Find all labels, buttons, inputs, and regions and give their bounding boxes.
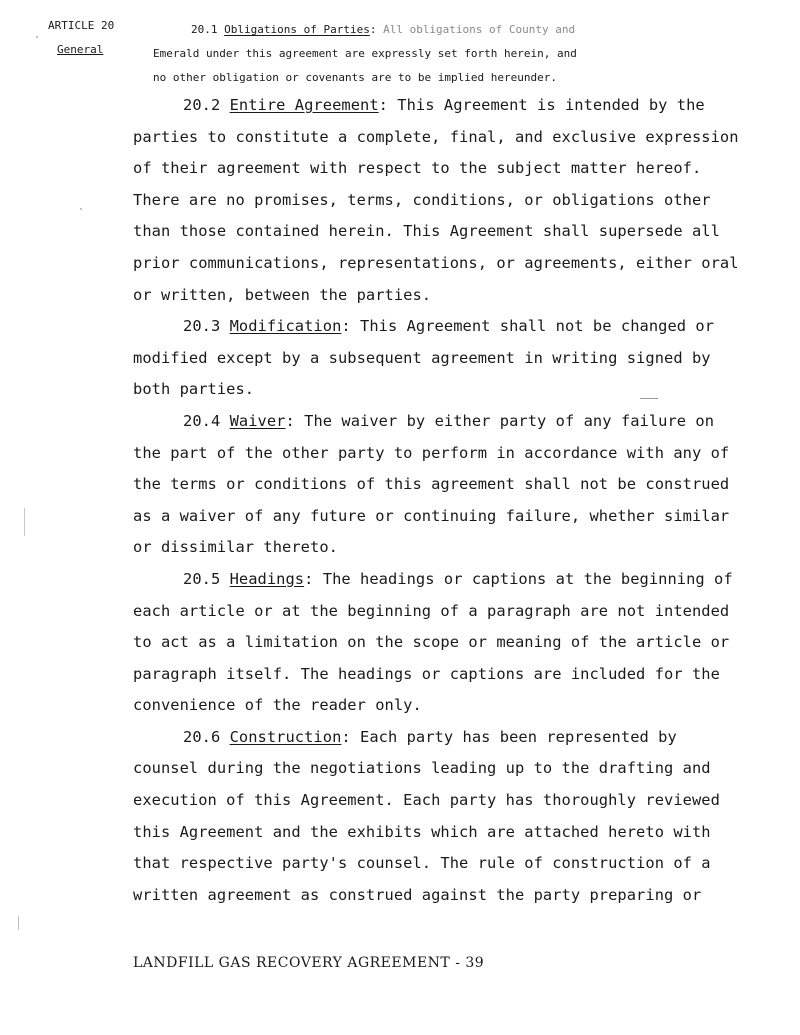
section-heading: Waiver xyxy=(229,411,286,430)
section-line: There are no promises, terms, conditions, or obligations other xyxy=(133,190,711,209)
section-text: This Agreement is intended by the xyxy=(397,96,705,114)
section-line: convenience of the reader only. xyxy=(133,696,422,715)
section-20-1 xyxy=(153,18,773,90)
scan-speck xyxy=(80,208,82,210)
section-line: 20.3 Modification: This Agreement shall not be changed or xyxy=(183,317,715,336)
section-number: 20.4 xyxy=(183,411,221,430)
section-number: 20.6 xyxy=(183,727,221,746)
section-heading: Modification xyxy=(229,317,342,336)
section-line: the part of the other party to perform in accordance with any of xyxy=(133,443,730,462)
section-number: 20.3 xyxy=(183,317,221,336)
section-line: 20.5 Headings: The headings or captions at the beginning of xyxy=(183,569,733,588)
section-number: 20.2 xyxy=(183,96,221,114)
scan-speck xyxy=(36,36,38,38)
section-text: This Agreement shall not be changed or xyxy=(360,317,715,336)
margin-article-label: ARTICLE 20 xyxy=(48,19,115,32)
section-line: execution of this Agreement. Each party has thoroughly reviewed xyxy=(133,791,720,810)
scan-speck xyxy=(18,916,19,930)
section-line: written agreement as construed against the party preparing or xyxy=(133,885,702,904)
section-text: Each party has been represented by xyxy=(360,727,677,746)
scan-speck xyxy=(640,398,658,399)
section-line: each article or at the beginning of a paragraph are not intended xyxy=(133,601,730,620)
section-line: to act as a limitation on the scope or meaning of the article or xyxy=(133,633,730,652)
section-line: parties to constitute a complete, final, and exclusive expression xyxy=(133,127,739,146)
section-line: 20.4 Waiver: The waiver by either party of any failure on xyxy=(183,411,715,430)
scan-speck xyxy=(24,508,25,536)
section-line: paragraph itself. The headings or captions are included for the xyxy=(133,664,720,683)
section-line: the terms or conditions of this agreement shall not be construed xyxy=(133,475,730,494)
section-line: modified except by a subsequent agreement in writing signed by xyxy=(133,348,711,367)
section-heading: Construction xyxy=(229,727,342,746)
document-body xyxy=(133,90,788,911)
section-line: as a waiver of any future or continuing failure, whether similar xyxy=(133,506,730,525)
section-heading: Entire Agreement xyxy=(229,96,379,114)
section-heading: Obligations of Parties xyxy=(224,23,370,36)
section-text: The headings or captions at the beginning of xyxy=(322,569,733,588)
section-line: of their agreement with respect to the subject matter hereof. xyxy=(133,159,702,178)
page-footer: LANDFILL GAS RECOVERY AGREEMENT - 39 xyxy=(133,955,485,971)
section-20-1-line-1: 20.1 Obligations of Parties: All obligations of County and xyxy=(191,23,576,36)
section-text: The waiver by either party of any failure on xyxy=(304,411,715,430)
section-line: counsel during the negotiations leading up to the drafting and xyxy=(133,759,711,778)
section-line: prior communications, representations, or agreements, either oral xyxy=(133,253,739,272)
margin-section-title: General xyxy=(57,43,104,56)
section-20-1-line-3: no other obligation or covenants are to be implied hereunder. xyxy=(153,71,557,84)
section-line: that respective party's counsel. The rule of construction of a xyxy=(133,854,711,873)
section-line: this Agreement and the exhibits which are attached hereto with xyxy=(133,822,711,841)
section-line: 20.6 Construction: Each party has been represented by xyxy=(183,727,677,746)
section-line: or dissimilar thereto. xyxy=(133,538,338,557)
section-number: 20.5 xyxy=(183,569,221,588)
section-text: All obligations of County and xyxy=(383,23,576,36)
section-line: 20.2 Entire Agreement: This Agreement is intended by the xyxy=(183,96,705,114)
section-line: or written, between the parties. xyxy=(133,285,432,304)
section-20-1-line-2: Emerald under this agreement are expressly set forth herein, and xyxy=(153,47,577,60)
section-line: than those contained herein. This Agreement shall supersede all xyxy=(133,222,720,241)
section-line: both parties. xyxy=(133,380,255,399)
section-number: 20.1 xyxy=(191,23,218,36)
section-heading: Headings xyxy=(229,569,305,588)
